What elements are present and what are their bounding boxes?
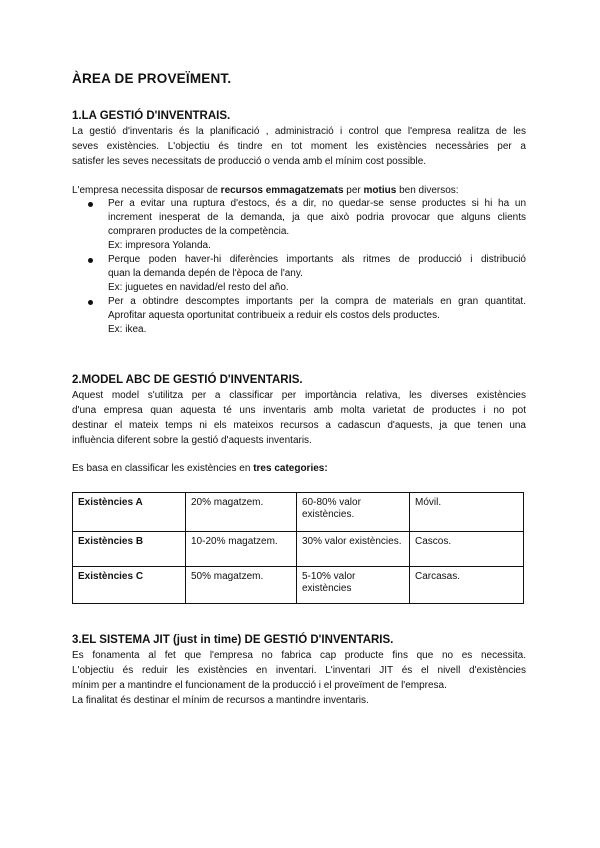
list-item-line: Per a evitar una ruptura d'estocs, és a dir, no quedar-se sense productes si hi ha un xyxy=(108,198,526,209)
paragraph-line: La finalitat és destinar el mínim de recursos a mantindre inventaris. xyxy=(72,695,369,706)
table-cell: Móvil. xyxy=(410,493,524,532)
list-item-line: compraren productes de la competència. xyxy=(108,226,290,237)
list-item xyxy=(72,253,526,295)
bold-term-tres-categories: tres categories: xyxy=(253,463,328,474)
section-2-paragraph-1 xyxy=(72,388,526,448)
list-item-line: increment inesperat de la demanda, ja que això podria provocar que alguns clients xyxy=(108,212,526,223)
list-item-line: Aprofitar aquesta oportunitat contribueix a reduir els costos dels productes. xyxy=(108,310,440,321)
table-cell: Existències C xyxy=(73,567,186,604)
table-cell: 20% magatzem. xyxy=(186,493,297,532)
list-item-example: Ex: ikea. xyxy=(108,324,147,335)
paragraph-line: mínim per a mantindre el funcionament de la producció i el proveïment de l'empresa. xyxy=(72,680,447,691)
table-cell: 30% valor existències. xyxy=(297,532,410,567)
table-cell: Existències B xyxy=(73,532,186,567)
table-row xyxy=(73,493,524,532)
bullet-icon xyxy=(88,258,93,263)
document-title: ÀREA DE PROVEÏMENT. xyxy=(72,71,232,86)
section-2-paragraph-2 xyxy=(72,461,526,476)
bullet-icon xyxy=(88,202,93,207)
list-item xyxy=(72,295,526,337)
table-cell: 10-20% magatzem. xyxy=(186,532,297,567)
paragraph-line: Es fonamenta al fet que l'empresa no fabrica cap producte fins que no es necessita. xyxy=(72,650,526,661)
bold-term-recursos: recursos emmagatzemats xyxy=(220,185,344,196)
list-item-line: Perque poden haver-hi diferències importants als ritmes de producció i distribució xyxy=(108,254,526,265)
text-run: Es basa en classificar les existències en xyxy=(72,463,254,474)
bold-term-motius: motius xyxy=(363,185,397,196)
reasons-bullet-list xyxy=(72,197,526,337)
table-row xyxy=(73,567,524,604)
table-cell: Existències A xyxy=(73,493,186,532)
paragraph-line: influència diferent sobre la gestió d'aquests inventaris. xyxy=(72,435,312,446)
section-1-heading: 1.LA GESTIÓ D'INVENTRAIS. xyxy=(72,110,231,122)
paragraph-line: La gestió d'inventaris és la planificació , administració i control que l'empresa realitza de les xyxy=(72,126,526,137)
section-3-paragraph-1 xyxy=(72,648,526,708)
paragraph-line: L'objectiu és reduir les existències en inventari. L'inventari JIT és el nivell d'existències xyxy=(72,665,526,676)
list-item xyxy=(72,197,526,253)
list-item-line: Per a obtindre descomptes importants per la compra de materials en gran quantitat. xyxy=(108,296,526,307)
text-run: L'empresa necessita disposar de xyxy=(72,185,221,196)
table-cell: 50% magatzem. xyxy=(186,567,297,604)
paragraph-line: destinar el mateix temps ni els mateixos recursos a cadascun d'aquests, ja que tenen una xyxy=(72,420,526,431)
table-cell: 5-10% valor existències xyxy=(297,567,410,604)
paragraph-line: d'una empresa quan aquesta té uns inventaris amb molta varietat de productes i no pot xyxy=(72,405,526,416)
list-item-example: Ex: juguetes en navidad/el resto del año. xyxy=(108,282,289,293)
list-item-example: Ex: impresora Yolanda. xyxy=(108,240,211,251)
text-run: per xyxy=(343,185,364,196)
paragraph-line: seves existències. L'objectiu és tindre en tot moment les existències necessàries per a xyxy=(72,141,526,152)
list-item-line: quan la demanda depén de l'època de l'any. xyxy=(108,268,303,279)
abc-categories-table xyxy=(72,492,524,604)
table-row xyxy=(73,532,524,567)
table-cell: Cascos. xyxy=(410,532,524,567)
paragraph-line: satisfer les seves necessitats de producció o venda amb el mínim cost possible. xyxy=(72,156,427,167)
section-3-heading: 3.EL SISTEMA JIT (just in time) DE GESTIÓ D'INVENTARIS. xyxy=(72,634,394,646)
section-1-paragraph-2 xyxy=(72,183,526,198)
text-run: ben diversos: xyxy=(396,185,459,196)
paragraph-line: Aquest model s'utilitza per a classificar per importància relativa, les diverses existències xyxy=(72,390,526,401)
section-1-paragraph-1 xyxy=(72,124,526,169)
table-cell: 60-80% valor existències. xyxy=(297,493,410,532)
section-2-heading: 2.MODEL ABC DE GESTIÓ D'INVENTARIS. xyxy=(72,374,303,386)
bullet-icon xyxy=(88,300,93,305)
table-cell: Carcasas. xyxy=(410,567,524,604)
